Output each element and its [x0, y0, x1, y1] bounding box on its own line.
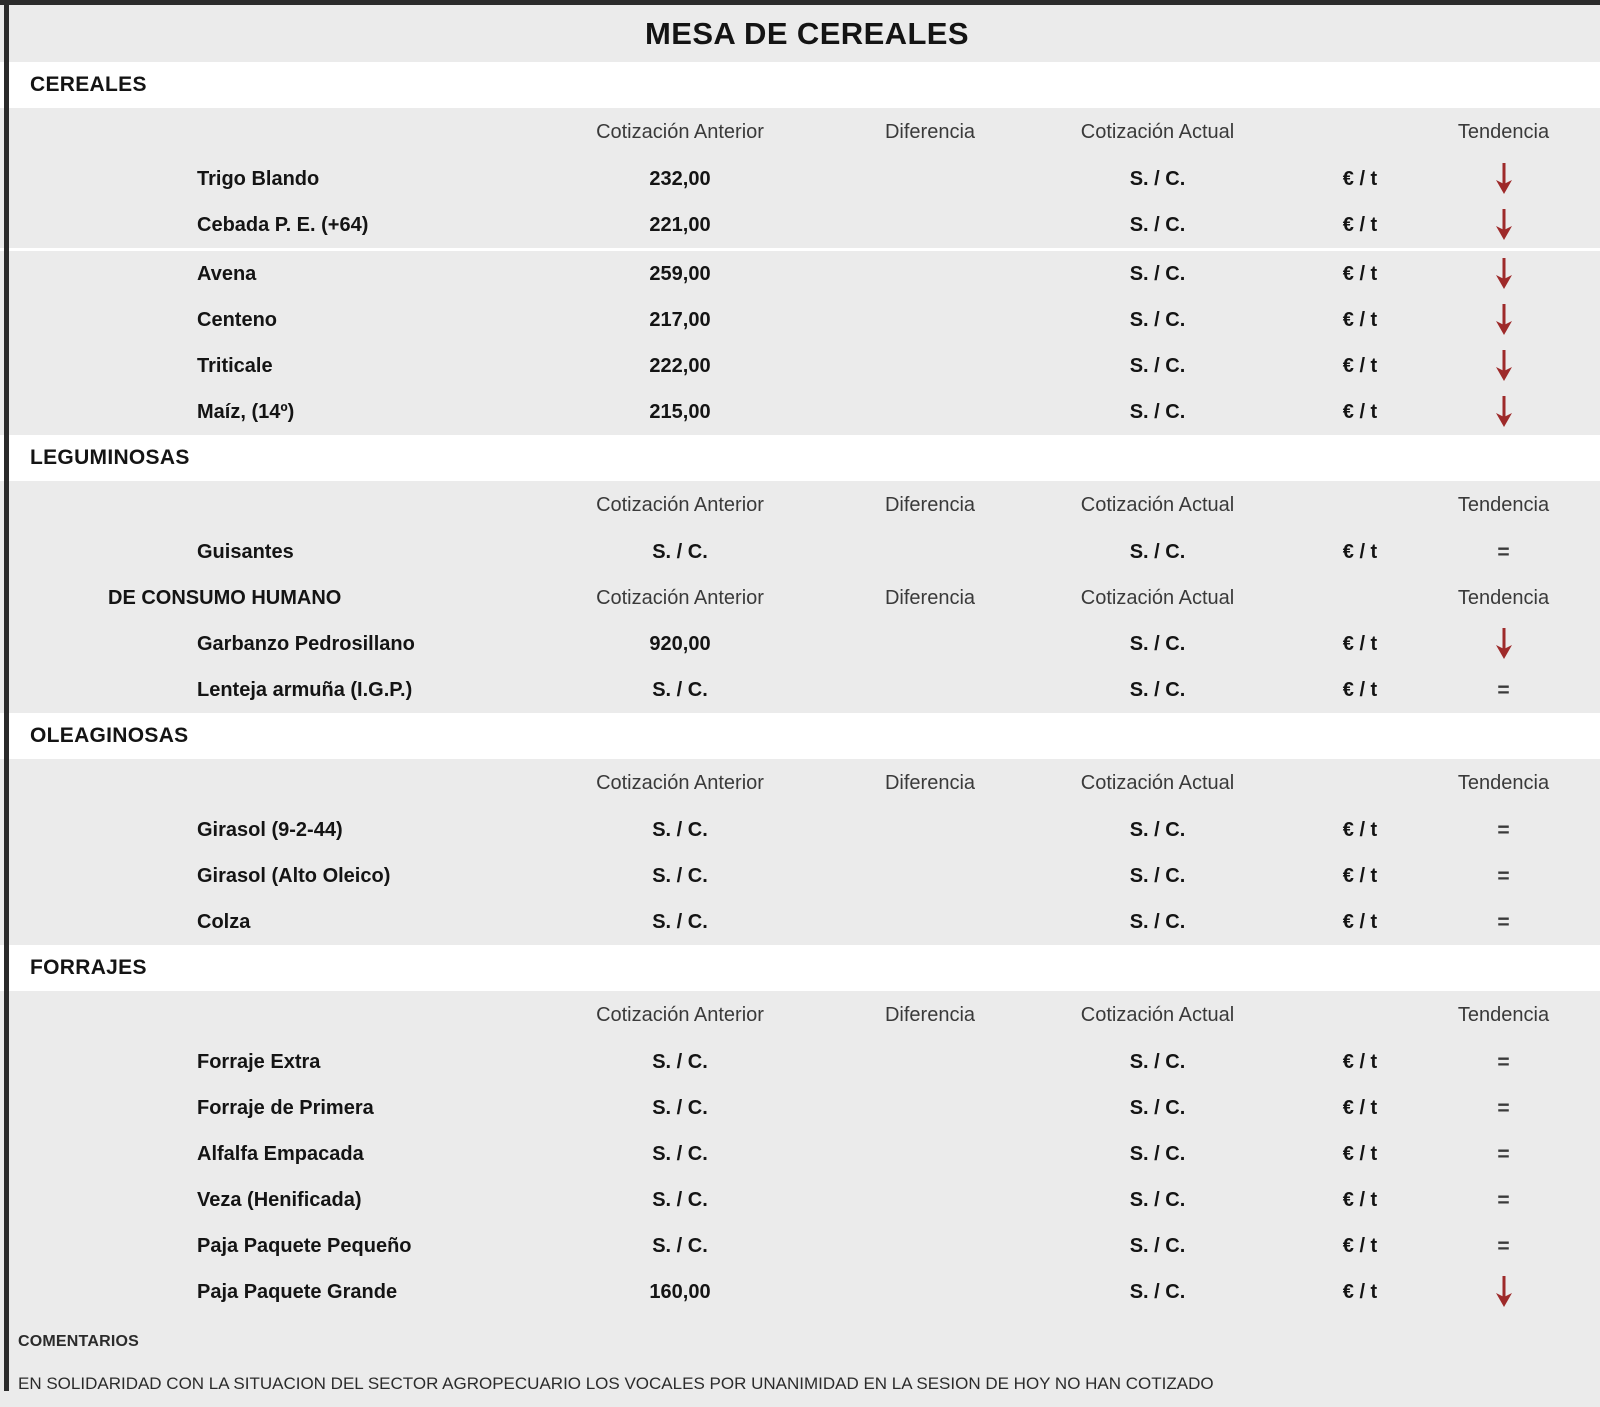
section-header-leguminosas: [0, 435, 1600, 481]
trend-equal-icon: =: [1497, 1050, 1510, 1074]
trend-down-icon: [1493, 349, 1515, 383]
table-row: [0, 1223, 1600, 1269]
product-name: Alfalfa Empacada: [197, 1142, 364, 1165]
current-quote: S. / C.: [1129, 1096, 1186, 1119]
previous-quote: Cotización Anterior: [596, 586, 764, 609]
comments-spacer: [0, 1315, 1600, 1323]
previous-quote: 217,00: [649, 308, 711, 331]
trend-cell: [1455, 1052, 1600, 1073]
section-header-label: OLEAGINOSAS: [30, 724, 189, 747]
unit-label: € / t: [1342, 400, 1378, 423]
section-header-label: LEGUMINOSAS: [30, 446, 190, 469]
trend-cell: [1455, 1144, 1600, 1165]
product-name: Paja Paquete Pequeño: [197, 1234, 412, 1257]
comments-label: COMENTARIOS: [0, 1323, 1600, 1361]
trend-down-icon: [1493, 627, 1515, 661]
section-table-forrajes: [0, 991, 1600, 1315]
column-header-row: Cotización Anterior Diferencia Cotización Actual Tendencia: [0, 759, 1600, 807]
product-name: Forraje de Primera: [197, 1096, 374, 1119]
trend-cell: [1455, 303, 1600, 337]
current-quote: S. / C.: [1129, 540, 1186, 563]
previous-quote: S. / C.: [652, 1234, 708, 1257]
unit-label: € / t: [1342, 632, 1378, 655]
unit-label: € / t: [1342, 167, 1378, 190]
trend-down-icon: [1493, 208, 1515, 242]
column-header-previous: Cotización Anterior: [596, 771, 764, 794]
previous-quote: S. / C.: [652, 1188, 708, 1211]
comments-text: EN SOLIDARIDAD CON LA SITUACION DEL SECTOR AGROPECUARIO LOS VOCALES POR UNANIMIDAD EN LA SESION DE HOY NO HAN COTIZADO: [0, 1361, 1600, 1407]
left-border-rule: [4, 5, 9, 1391]
current-quote: S. / C.: [1129, 1142, 1186, 1165]
product-name: Girasol (Alto Oleico): [197, 864, 391, 887]
table-row: [0, 621, 1600, 667]
trend-down-icon: [1493, 1275, 1515, 1309]
trend-cell: [1455, 349, 1600, 383]
table-row: [0, 529, 1600, 575]
trend-equal-icon: =: [1497, 1096, 1510, 1120]
product-name: Trigo Blando: [197, 167, 320, 190]
previous-quote: 259,00: [649, 262, 711, 285]
previous-quote: 160,00: [649, 1280, 711, 1303]
trend-down-icon: [1493, 257, 1515, 291]
table-row: [0, 899, 1600, 945]
product-name: Triticale: [197, 354, 273, 377]
section-header-forrajes: [0, 945, 1600, 991]
current-quote: S. / C.: [1129, 818, 1186, 841]
unit-label: € / t: [1342, 864, 1378, 887]
product-name: Guisantes: [197, 540, 294, 563]
table-row: [0, 807, 1600, 853]
trend-cell: [1455, 395, 1600, 429]
column-header-difference: Diferencia: [884, 120, 976, 143]
trend-cell: [1455, 208, 1600, 242]
trend-equal-icon: =: [1497, 910, 1510, 934]
current-quote: S. / C.: [1129, 1234, 1186, 1257]
table-row: [0, 156, 1600, 202]
previous-quote: S. / C.: [652, 818, 708, 841]
current-quote: S. / C.: [1129, 1188, 1186, 1211]
table-row: [0, 1131, 1600, 1177]
product-name: Centeno: [197, 308, 277, 331]
trend-cell: [1455, 1190, 1600, 1211]
column-header-row: Cotización Anterior Diferencia Cotización Actual Tendencia: [0, 481, 1600, 529]
table-row: [0, 202, 1600, 248]
trend-equal-icon: =: [1497, 1142, 1510, 1166]
previous-quote: 920,00: [649, 632, 711, 655]
section-table-leguminosas: [0, 481, 1600, 713]
unit-label: € / t: [1342, 1142, 1378, 1165]
unit-label: € / t: [1342, 1234, 1378, 1257]
previous-quote: 222,00: [649, 354, 711, 377]
section-table-oleaginosas: [0, 759, 1600, 945]
current-quote: S. / C.: [1129, 354, 1186, 377]
trend-down-icon: [1493, 395, 1515, 429]
previous-quote: S. / C.: [652, 1142, 708, 1165]
current-quote: S. / C.: [1129, 400, 1186, 423]
table-row: [0, 343, 1600, 389]
table-row: [0, 251, 1600, 297]
trend-down-icon: [1493, 162, 1515, 196]
column-header-previous: Cotización Anterior: [596, 493, 764, 516]
trend-cell: [1455, 1236, 1600, 1257]
product-name: Garbanzo Pedrosillano: [197, 632, 415, 655]
trend-cell: [1455, 257, 1600, 291]
product-name: Forraje Extra: [197, 1050, 321, 1073]
unit-label: € / t: [1342, 213, 1378, 236]
current-quote: S. / C.: [1129, 910, 1186, 933]
unit-label: € / t: [1342, 910, 1378, 933]
trend-cell: [1455, 627, 1600, 661]
trend-equal-icon: =: [1497, 1188, 1510, 1212]
trend-cell: [1455, 866, 1600, 887]
column-header-difference: Diferencia: [884, 771, 976, 794]
column-header-previous: Cotización Anterior: [596, 1003, 764, 1026]
unit-label: € / t: [1342, 1188, 1378, 1211]
section-header-cereales: [0, 62, 1600, 108]
current-quote: S. / C.: [1129, 864, 1186, 887]
table-row: [0, 853, 1600, 899]
previous-quote: S. / C.: [652, 1050, 708, 1073]
column-header-difference: Diferencia: [884, 1003, 976, 1026]
trend-cell: [1455, 820, 1600, 841]
current-quote: S. / C.: [1129, 1280, 1186, 1303]
trend-equal-icon: =: [1497, 818, 1510, 842]
previous-quote: S. / C.: [652, 1096, 708, 1119]
unit-label: € / t: [1342, 1050, 1378, 1073]
trend-equal-icon: =: [1497, 1234, 1510, 1258]
table-row: [0, 667, 1600, 713]
product-name: Colza: [197, 910, 251, 933]
trend-equal-icon: =: [1497, 678, 1510, 702]
column-header-current: Cotización Actual: [1080, 771, 1235, 794]
section-table-cereales: [0, 108, 1600, 435]
current-quote: S. / C.: [1129, 632, 1186, 655]
section-header-oleaginosas: [0, 713, 1600, 759]
difference-value: Diferencia: [884, 586, 976, 609]
sections-container: [0, 62, 1600, 1315]
previous-quote: S. / C.: [652, 540, 708, 563]
column-header-difference: Diferencia: [884, 493, 976, 516]
unit-label: € / t: [1342, 262, 1378, 285]
trend-equal-icon: =: [1497, 864, 1510, 888]
unit-label: € / t: [1342, 1096, 1378, 1119]
unit-label: € / t: [1342, 308, 1378, 331]
product-name: Veza (Henificada): [197, 1188, 362, 1211]
table-row: [0, 389, 1600, 435]
current-quote: S. / C.: [1129, 213, 1186, 236]
previous-quote: S. / C.: [652, 678, 708, 701]
column-header-row: Cotización Anterior Diferencia Cotización Actual Tendencia: [0, 108, 1600, 156]
current-quote: S. / C.: [1129, 167, 1186, 190]
table-row: [0, 297, 1600, 343]
trend-cell: [1455, 912, 1600, 933]
unit-label: € / t: [1342, 540, 1378, 563]
column-header-current: Cotización Actual: [1080, 1003, 1235, 1026]
document-title-band: [0, 5, 1600, 62]
current-quote: S. / C.: [1129, 308, 1186, 331]
previous-quote: 232,00: [649, 167, 711, 190]
page-title: MESA DE CEREALES: [645, 15, 969, 51]
trend-cell: [1455, 1275, 1600, 1309]
unit-label: € / t: [1342, 1280, 1378, 1303]
current-quote: Cotización Actual: [1080, 586, 1235, 609]
product-name: Girasol (9-2-44): [197, 818, 343, 841]
section-header-label: CEREALES: [30, 73, 147, 96]
column-header-current: Cotización Actual: [1080, 493, 1235, 516]
product-name: Cebada P. E. (+64): [197, 213, 369, 236]
previous-quote: S. / C.: [652, 910, 708, 933]
table-row: [0, 1177, 1600, 1223]
unit-label: € / t: [1342, 354, 1378, 377]
current-quote: S. / C.: [1129, 678, 1186, 701]
trend-cell: [1455, 1098, 1600, 1119]
current-quote: S. / C.: [1129, 1050, 1186, 1073]
previous-quote: S. / C.: [652, 864, 708, 887]
table-row: [0, 1039, 1600, 1085]
column-header-current: Cotización Actual: [1080, 120, 1235, 143]
unit-label: € / t: [1342, 818, 1378, 841]
previous-quote: 215,00: [649, 400, 711, 423]
product-name: Avena: [197, 262, 257, 285]
trend-down-icon: [1493, 303, 1515, 337]
subsection-header-row: DE CONSUMO HUMANO Cotización Anterior Diferencia Cotización Actual Tendencia: [0, 575, 1600, 621]
table-row: [0, 1085, 1600, 1131]
trend-cell: [1455, 542, 1600, 563]
product-name: Paja Paquete Grande: [197, 1280, 398, 1303]
product-name: Lenteja armuña (I.G.P.): [197, 678, 413, 701]
trend-cell: [1455, 680, 1600, 701]
current-quote: S. / C.: [1129, 262, 1186, 285]
subsection-label: DE CONSUMO HUMANO: [108, 586, 342, 609]
column-header-row: Cotización Anterior Diferencia Cotización Actual Tendencia: [0, 991, 1600, 1039]
column-header-previous: Cotización Anterior: [596, 120, 764, 143]
section-header-label: FORRAJES: [30, 956, 147, 979]
unit-label: € / t: [1342, 678, 1378, 701]
product-name: Maíz, (14º): [197, 400, 295, 423]
previous-quote: 221,00: [649, 213, 711, 236]
table-row: [0, 1269, 1600, 1315]
trend-cell: [1455, 162, 1600, 196]
trend-equal-icon: =: [1497, 540, 1510, 564]
